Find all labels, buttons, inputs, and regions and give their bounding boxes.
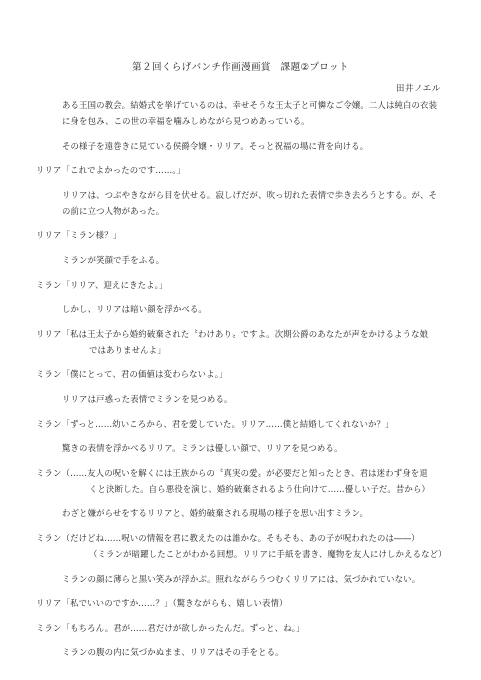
action-paragraph [36, 391, 450, 407]
action-paragraph [36, 301, 450, 317]
dialogue-paragraph [36, 416, 450, 432]
paragraph-line: リリア「私は王太子から婚約破棄された〝わけあり〟ですよ。次期公爵のあなたが声をかけるような娘 [36, 328, 429, 339]
document-title: 第２回くらげバンチ作画漫画賞 課題②プロット [132, 62, 349, 73]
action-paragraph [36, 97, 450, 129]
action-paragraph [36, 505, 450, 521]
dialogue-paragraph [36, 326, 450, 358]
dialogue-paragraph [36, 277, 450, 293]
action-paragraph [36, 571, 450, 587]
dialogue-paragraph [36, 227, 450, 243]
action-paragraph [36, 187, 450, 219]
paragraph-line: ミラン「ずっと……幼いころから、君を愛していた。リリア……僕と結婚してくれないか？」 [36, 418, 394, 429]
dialogue-paragraph [36, 620, 450, 636]
paragraph-line: ミラン「僕にとって、君の価値は変わらないよ。」 [36, 369, 228, 380]
paragraph-line: リリアは、つぶやきながら目を伏せる。寂しげだが、吹っ切れた表情で歩き去ろうとする。が、そ [62, 189, 438, 200]
paragraph-line: リリア「これでよかったのです……。」 [36, 165, 186, 176]
author-name: 田井ノエル [395, 84, 441, 94]
paragraph-line: 驚きの表情を浮かべるリリア。ミランは優しい顔で、リリアを見つめる。 [62, 443, 343, 454]
paragraph-line: ではありませんよ」 [89, 344, 166, 355]
paragraph-line: （ミランが暗躍したことがわかる回想。リリアに手紙を書き、魔物を友人にけしかえるなど） [89, 548, 447, 559]
paragraph-line: くと決断した。自ら悪役を演じ、婚約破棄されるよう仕向けて……優しい子だ。昔から） [89, 483, 430, 494]
paragraph-line: わざと嫌がらせをするリリアと、婚約破棄される現場の様子を思い出すミラン。 [62, 508, 368, 519]
paragraph-line: リリア「私でいいのですか……？」（驚きながらも、嬉しい表情） [36, 598, 288, 609]
paragraph-line: リリアは戸惑った表情でミランを見つめる。 [62, 393, 233, 404]
paragraph-line: ミランが笑顔で手をふる。 [62, 254, 165, 265]
paragraph-line: リリア「ミラン様？」 [36, 230, 122, 241]
paragraph-line: に身を包み、この世の幸福を噛みしめながら見つめあっている。 [62, 116, 310, 126]
action-paragraph [36, 138, 450, 154]
dialogue-paragraph [36, 162, 450, 178]
paragraph-line: ミラン（だけどね……呪いの情報を君に教えたのは誰かな。そもそも、あの子が呪われたのは――） [36, 532, 420, 543]
paragraph-line: ミランの顔に薄らと黒い笑みが浮かぶ。照れながらうつむくリリアには、気づかれていない。 [62, 573, 421, 584]
paragraph-line: ミランの腹の内に気づかぬまま、リリアはその手をとる。 [62, 647, 284, 658]
action-paragraph [36, 252, 450, 268]
paragraph-line: ミラン「リリア、迎えにきたよ。」 [36, 279, 168, 290]
dialogue-paragraph [36, 366, 450, 382]
dialogue-paragraph [36, 465, 450, 497]
paragraph-line: ある王国の教会。結婚式を挙げているのは、幸せそうな王太子と可憐なご令嬢。二人は純白の衣装 [62, 100, 438, 110]
paragraph-line: ミラン（……友人の呪いを解くには王族からの〝真実の愛〟が必要だと知ったとき、君は迷わず身を退 [36, 467, 428, 478]
paragraph-line: その様子を遠巻きに見ている侯爵令嬢・リリア。そっと祝福の場に背を向ける。 [62, 140, 369, 151]
paragraph-line: しかし、リリアは暗い顔を浮かべる。 [62, 304, 207, 315]
paragraph-line: ミラン「もちろん。君が……君だけが欲しかったんだ。ずっと、ね。」 [36, 622, 305, 633]
dialogue-paragraph [36, 595, 450, 611]
document-body [36, 97, 450, 669]
action-paragraph [36, 440, 450, 456]
dialogue-paragraph [36, 530, 450, 562]
paragraph-line: の前に立つ人物があった。 [62, 205, 165, 216]
action-paragraph [36, 644, 450, 660]
